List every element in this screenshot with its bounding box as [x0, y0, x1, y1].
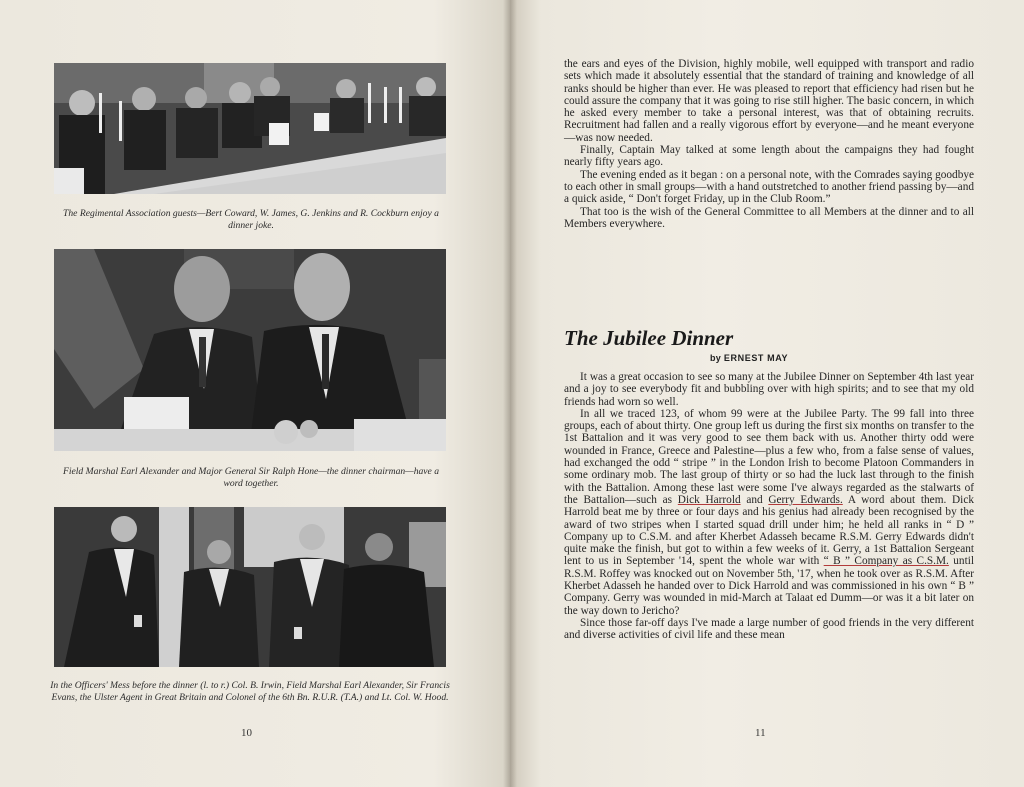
article-paragraph: Since those far-off days I've made a large number of good friends in the very different and diverse activities of civil life and these mean [564, 616, 974, 642]
intro-paragraph: Finally, Captain May talked at some length about the campaigns they had fought nearly fifty years ago. [564, 144, 974, 169]
article-byline [710, 353, 788, 363]
photo-field-marshal-and-chairman [54, 249, 446, 451]
photo-dinner-guests [54, 63, 446, 194]
page-number-right: 11 [755, 727, 766, 739]
article-text: A word about them. Dick Harrold beat me by three or four days and his genius had already been recognised by the award of two stripes when I started squad drill under him; he held all ranks in “ D ” Company up to C.S.M. and after Kherbet Adasseh became R.S.M. Gerry Edwards didn't quite make the finish, but got to within a few weeks of it. Gerry, a 1st Battalion Sergeant lent to us in September '14, spent the whole war with [564, 493, 974, 568]
article-paragraph: It was a great occasion to see so many at the Jubilee Dinner on September 4th last year and a joy to see everybody fit and bubbling over with high spirits; and to see that my old friends had worn so well. [564, 371, 974, 408]
byline-prefix: by [710, 353, 722, 363]
intro-paragraph: That too is the wish of the General Committee to all Members at the dinner and to all Members everywhere. [564, 205, 974, 230]
article-text: until R.S.M. Roffey was knocked out on November 5th, '17, when he took over as R.S.M. After Kherbet Adasseh he handed over to Dick Harrold and was commissioned in his own “ B ” Company. Gerry was wounded in mid-March at Talaat ed Dumm—or was it a bit later on the way down to Jericho? [564, 555, 974, 617]
photo-officers-mess [54, 507, 446, 667]
intro-paragraph: the ears and eyes of the Division, highly mobile, well equipped with transport and radio sets which made it absolutely essential that the standard of training and knowledge of all ranks should be higher than ever. He was pleased to report that efficiency had risen but he could assure the company that it was going to rise still higher. The basic concern, in which he asked every member to take a personal interest, was that of obtaining recruits. Recruitment had fallen and a really vigorous effort by everyone—and he meant everyone—was now needed. [564, 58, 974, 144]
intro-text [564, 58, 974, 230]
page-number-left: 10 [241, 727, 252, 739]
underlined-name-gerry-edwards: Gerry Edwards. [768, 493, 843, 506]
intro-paragraph: The evening ended as it began : on a personal note, with the Comrades saying goodbye to each other in small groups—with a hand outstretched to another friend passing by—and a quick aside, “ Don't forget Friday, up in the Club Room.” [564, 168, 974, 206]
photo-caption-1: The Regimental Association guests—Bert Coward, W. James, G. Jenkins and R. Cockburn enjoy a dinner joke. [63, 208, 439, 231]
article-body [564, 371, 974, 642]
byline-author: ERNEST MAY [723, 353, 789, 363]
article-text: In all we traced 123, of whom 99 were at the Jubilee Party. The 99 fall into three groups, each of about thirty. One group left us during the first six months on transfer to the 1st Battalion and it was very good to see them back with us. Another thirty odd were wounded in France, Greece and Palestine—plus a few who, from a false sense of values, had exchanged the odd “ stripe ” in the London Irish to become Platoon Commanders in some ordinary mob. The last group of thirty or so had the luck last through to the finish with the Battalion. Among these last were some I've always regarded as the stalwarts of the Battalion—such as [564, 407, 974, 506]
photo-caption-2: Field Marshal Earl Alexander and Major General Sir Ralph Hone—the dinner chairman—have a word together. [62, 466, 440, 489]
article-title: The Jubilee Dinner [564, 326, 734, 350]
photo-caption-3: In the Officers' Mess before the dinner (l. to r.) Col. B. Irwin, Field Marshal Earl Alexander, Sir Francis Evans, the Ulster Agent in Great Britain and Colonel of the 6th Bn. R.U.R. (T.A.) and Lt. Col. W. Hood. [50, 680, 450, 703]
article-text: and [746, 493, 763, 506]
article-paragraph-2 [564, 408, 974, 617]
underlined-phrase-b-company: “ B ” Company as C.S.M. [823, 555, 949, 568]
underlined-name-dick-harrold: Dick Harrold [677, 493, 741, 506]
book-gutter [503, 0, 517, 787]
